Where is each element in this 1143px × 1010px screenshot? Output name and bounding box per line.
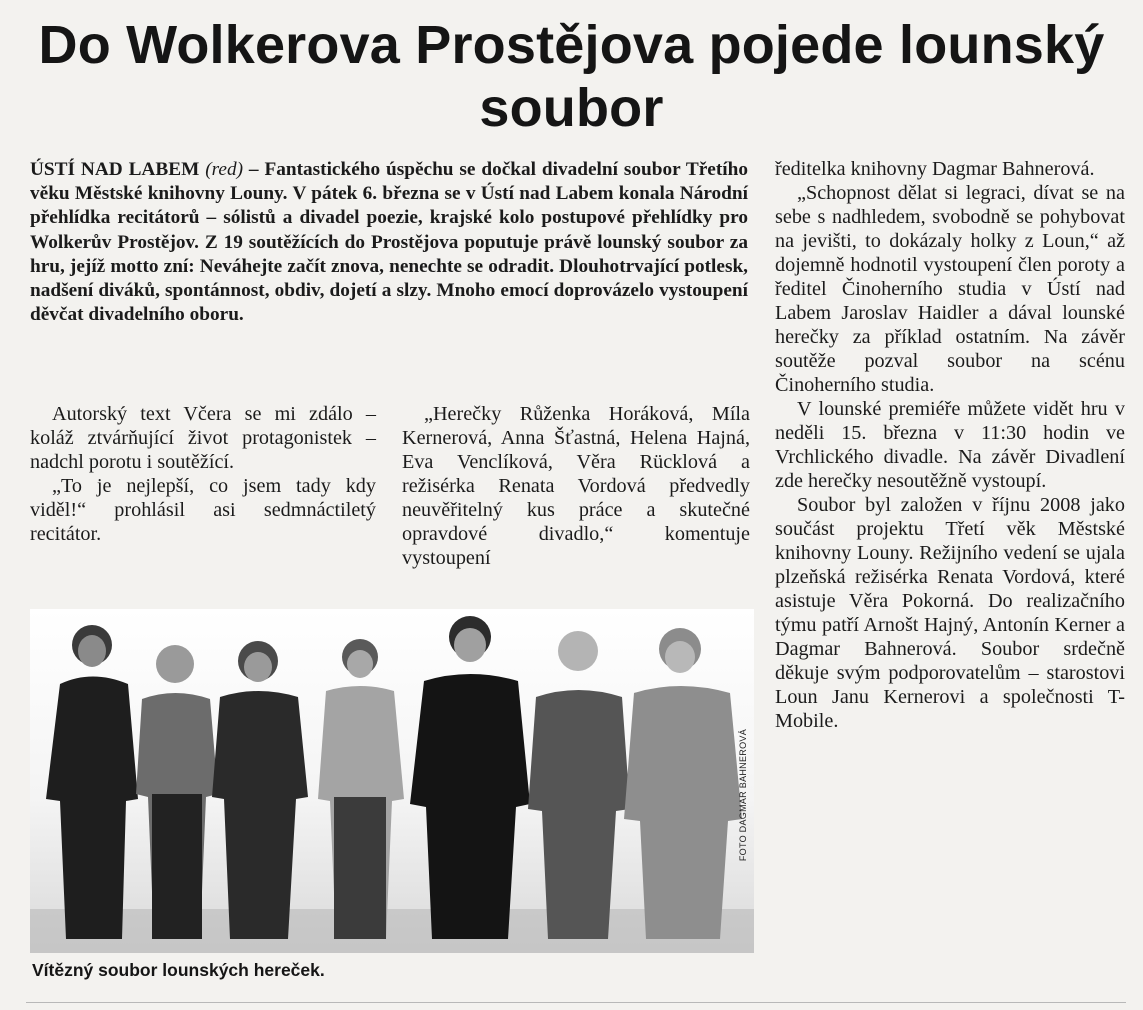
person-3 <box>212 641 308 939</box>
paragraph: „To je nejlepší, co jsem tady kdy viděl!“ prohlásil asi sedmnáctiletý recitátor. <box>30 475 376 545</box>
person-4 <box>318 639 404 939</box>
paragraph: Autorský text Včera se mi zdálo – koláž ztvárňující život protagonistek – nadchl porotu i soutěžící. <box>30 403 376 473</box>
paragraph: Soubor byl založen v říjnu 2008 jako součást projektu Třetí věk Městské knihovny Louny. Režijního vedení se ujala plzeňská režisérka Renata Vordová, které asistuje Věra Pokorná. Do realizačního týmu patří Arnošt Hajný, Antonín Kerner a Dagmar Bahnerová. Soubor srdečně děkuje svým podporovatelům – starostovi Loun Janu Kernerovi a společnosti T-Mobile. <box>775 494 1125 732</box>
headline: Do Wolkerova Prostějova pojede lounský soubor <box>38 15 1105 138</box>
byline: (red) <box>205 159 244 180</box>
paragraph: „Schopnost dělat si legraci, dívat se na sebe s nadhledem, svobodně se pohybovat na jevišti, to dokázaly holky z Loun,“ až dojemně hodnotil vystoupení člen poroty a ředitel Činoherního studia v Ústí nad Labem Jaroslav Haidler a dával lounské herečky za příklad ostatním. Na závěr soutěže pozval soubor na scénu Činoherního studia. <box>775 182 1125 396</box>
bottom-rule <box>26 1002 1126 1003</box>
photo-credit: FOTO DAGMAR BAHNEROVÁ <box>738 729 748 862</box>
person-6 <box>528 631 630 939</box>
photo-illustration <box>30 609 754 953</box>
column-1 <box>30 402 376 546</box>
photo-caption: Vítězný soubor lounských hereček. <box>32 960 325 980</box>
column-2 <box>402 402 750 570</box>
dateline: ÚSTÍ NAD LABEM <box>30 159 200 180</box>
group-photo <box>30 609 754 953</box>
person-1 <box>46 625 138 939</box>
lead-text: – Fantastického úspěchu se dočkal divadelní soubor Třetího věku Městské knihovny Louny. V pátek 6. března se v Ústí nad Labem konala Národní přehlídka recitátorů – sólistů a divadel poezie, krajské kolo postupové přehlídky pro Wolkerův Prostějov. Z 19 soutěžících do Prostějova poputuje právě lounský soubor za hru, jejíž motto zní: Neváhejte začít znova, nenechte se odradit. Dlouhotrvající potlesk, nadšení diváků, spontánnost, obdiv, dojetí a slzy. Mnoho emocí doprovázelo vystoupení děvčat divadelního oboru. <box>30 159 748 326</box>
person-2 <box>136 645 218 939</box>
paragraph: ředitelka knihovny Dagmar Bahnerová. <box>775 158 1095 180</box>
person-5 <box>410 616 530 939</box>
paragraph: „Herečky Růženka Horáková, Míla Kernerová, Anna Šťastná, Helena Hajná, Eva Venclíková, Věra Rücklová a režisérka Renata Vordová předvedly neuvěřitelný kus práce a skutečné opravdové divadlo,“ komentuje vystoupení <box>402 403 750 569</box>
person-7 <box>624 628 742 939</box>
paragraph: V lounské premiéře můžete vidět hru v neděli 15. března v 11:30 hodin ve Vrchlického divadle. Na závěr Divadlení zde herečky nesoutěžně vystoupí. <box>775 398 1125 492</box>
column-3 <box>775 157 1125 733</box>
lead-paragraph <box>30 158 748 327</box>
